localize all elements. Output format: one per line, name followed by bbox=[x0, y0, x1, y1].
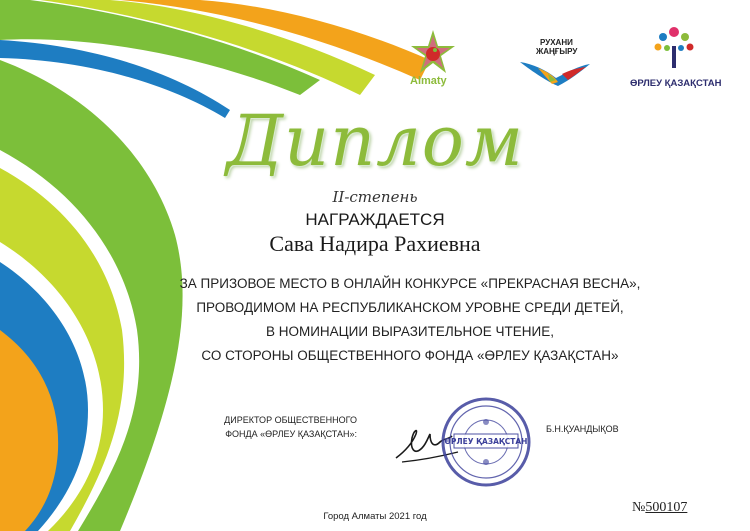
diploma-degree: II-степень bbox=[332, 188, 418, 206]
city-year: Город Алматы 2021 год bbox=[323, 511, 427, 522]
stamp-text: ӨРЛЕУ ҚАЗАҚСТАН bbox=[444, 437, 528, 446]
diploma-title: Диплом bbox=[226, 100, 524, 182]
tree-icon bbox=[652, 24, 696, 70]
award-line: ПРОВОДИМОМ НА РЕСПУБЛИКАНСКОМ УРОВНЕ СРЕДИ ДЕТЕЙ, bbox=[196, 300, 624, 315]
rukhani-zhangyru-logo bbox=[518, 38, 593, 90]
rukhani-label-line2: ЖАҢҒЫРУ bbox=[536, 47, 578, 56]
almaty-star-icon bbox=[408, 28, 458, 78]
award-line: В НОМИНАЦИИ ВЫРАЗИТЕЛЬНОЕ ЧТЕНИЕ, bbox=[265, 324, 555, 339]
orleu-logo-label: ӨРЛЕУ ҚАЗАҚСТАН bbox=[630, 78, 722, 89]
director-line: ФОНДА «ӨРЛЕУ ҚАЗАҚСТАН»: bbox=[225, 429, 357, 439]
official-stamp bbox=[440, 396, 532, 493]
almaty-logo-label: Almaty bbox=[410, 75, 447, 87]
rukhani-label-line1: РУХАНИ bbox=[540, 38, 573, 47]
number-value: 500107 bbox=[645, 500, 688, 515]
award-description bbox=[130, 272, 690, 368]
award-line: СО СТОРОНЫ ОБЩЕСТВЕННОГО ФОНДА «ӨРЛЕУ ҚАЗАҚСТАН» bbox=[201, 348, 619, 363]
bird-icon bbox=[518, 56, 593, 90]
number-prefix: № bbox=[632, 500, 646, 515]
award-line: ЗА ПРИЗОВОЕ МЕСТО В ОНЛАЙН КОНКУРСЕ «ПРЕКРАСНАЯ ВЕСНА», bbox=[179, 276, 641, 291]
almaty-logo bbox=[408, 28, 458, 90]
awarded-heading: НАГРАЖДАЕТСЯ bbox=[305, 210, 445, 229]
signatory-name: Б.Н.ҚУАНДЫҚОВ bbox=[546, 424, 619, 434]
recipient-name: Сава Надира Рахиевна bbox=[269, 231, 481, 256]
director-line: ДИРЕКТОР ОБЩЕСТВЕННОГО bbox=[224, 415, 357, 425]
orleu-kazakhstan-logo bbox=[630, 24, 720, 94]
director-title bbox=[182, 413, 357, 441]
